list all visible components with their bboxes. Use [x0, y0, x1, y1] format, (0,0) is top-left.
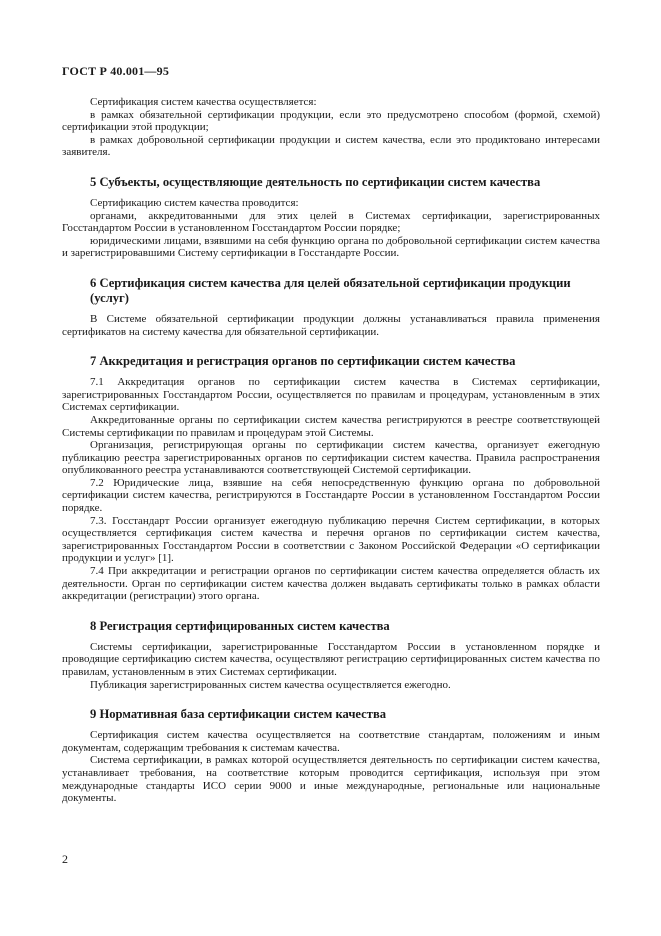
section-7-paragraph: Организация, регистрирующая органы по сертификации систем качества, организует ежегодную публикацию реестра зарегистрированных органов по сертификации систем качества. Правила распространения опубликованного реестра устанавливаются соответствующей Системой сертификации. — [62, 439, 600, 477]
section-9-paragraph: Система сертификации, в рамках которой осуществляется деятельность по сертификации систем качества, устанавливает требования, на соответствие которым проводится сертификация, используя при этом международные стандарты ИСО серии 9000 и иные международные, региональные или национальные документы. — [62, 754, 600, 805]
section-9-paragraph: Сертификация систем качества осуществляется на соответствие стандартам, положениям и иным документам, содержащим требования к системам качества. — [62, 729, 600, 754]
section-5-title: 5 Субъекты, осуществляющие деятельность по сертификации систем качества — [90, 174, 541, 189]
document-id-header: ГОСТ Р 40.001—95 — [62, 64, 170, 78]
section-7-paragraph: Аккредитованные органы по сертификации систем качества регистрируются в реестре соответствующей Системы сертификации по правилам и процедурам этой Системы. — [62, 413, 600, 439]
section-6-title: 6 Сертификация систем качества для целей обязательной сертификации продукции (услуг) — [90, 275, 571, 305]
section-9-title: 9 Нормативная база сертификации систем качества — [90, 707, 387, 722]
section-8-paragraph: Системы сертификации, зарегистрированные Госстандартом России в установленном порядке и проводящие сертификацию систем качества, осуществляют регистрацию сертифицированных систем качества по правилам, установленным в этих Системах сертификации. — [62, 640, 600, 678]
page-body — [62, 96, 600, 805]
intro-paragraph: в рамках добровольной сертификации продукции и систем качества, если это продиктовано интересами заявителя. — [62, 133, 600, 159]
section-7-paragraph: 7.3. Госстандарт России организует ежегодную публикацию перечня Систем сертификации, в которых осуществляется сертификация систем качества и перечня органов по сертификации систем качества, зарегистрированных Госстандартом России в соответствии с Законом Российской Федерации «О сертификации продукции и услуг» [1]. — [62, 514, 600, 565]
section-5-paragraph: Сертификацию систем качества проводится: — [90, 196, 299, 209]
section-5-paragraph: органами, аккредитованными для этих целей в Системах сертификации, зарегистрированных Госстандартом России в установленном Госстандартом России порядке; — [62, 209, 600, 235]
section-8-paragraph: Публикация зарегистрированных систем качества осуществляется ежегодно. — [90, 678, 451, 691]
page-number: 2 — [62, 852, 68, 866]
section-7-title: 7 Аккредитация и регистрация органов по сертификации систем качества — [90, 354, 516, 369]
section-6-paragraph: В Системе обязательной сертификации продукции должны устанавливаться правила применения сертификатов на систему качества для обязательной сертификации. — [62, 312, 600, 338]
section-8-title: 8 Регистрация сертифицированных систем качества — [90, 618, 390, 633]
section-5-paragraph: юридическими лицами, взявшими на себя функцию органа по добровольной сертификации систем качества и зарегистрировавшими Систему сертификации в Госстандарте России. — [62, 234, 600, 260]
section-7-paragraph: 7.2 Юридические лица, взявшие на себя непосредственную функцию органа по добровольной сертификации систем качества, регистрируются в Госстандарте России в установленном Госстандартом России порядке. — [62, 476, 600, 515]
intro-paragraph: в рамках обязательной сертификации продукции, если это предусмотрено способом (формой, схемой) сертификации этой продукции; — [62, 108, 600, 134]
intro-paragraph: Сертификация систем качества осуществляется: — [90, 96, 317, 108]
section-7-paragraph: 7.4 При аккредитации и регистрации органов по сертификации систем качества определяется область их деятельности. Орган по сертификации систем качества должен выдавать сертификаты только в рамках области аккредитации (регистрации) этого органа. — [62, 565, 600, 603]
section-7-paragraph: 7.1 Аккредитация органов по сертификации систем качества в Системах сертификации, зарегистрированных Госстандартом России, осуществляется по правилам и процедурам, установленным в этих Системах сертификации. — [62, 376, 600, 414]
